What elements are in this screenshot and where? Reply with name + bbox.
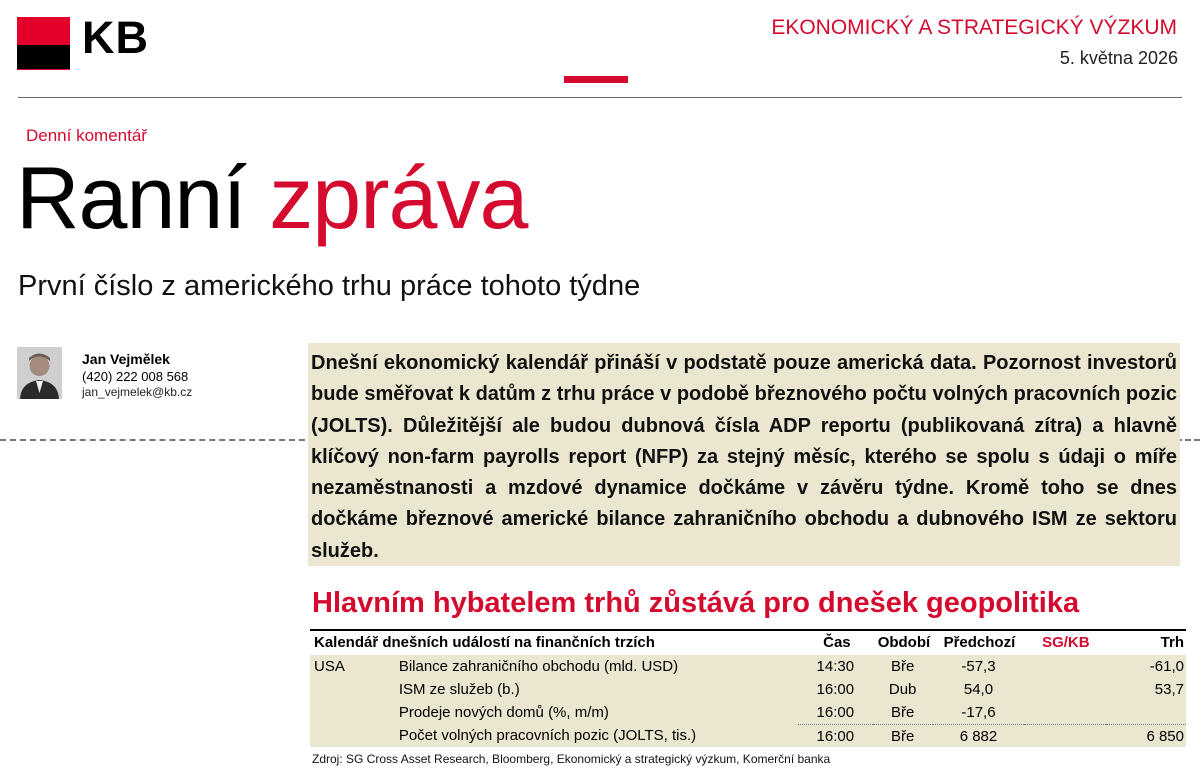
cell-event: ISM ze služeb (b.) xyxy=(398,681,520,698)
table-header-row xyxy=(310,631,1186,655)
cell-time: 16:00 xyxy=(816,704,855,721)
header-sgkb: SG/KB xyxy=(1042,634,1090,651)
cell-time: 16:00 xyxy=(816,681,855,698)
cell-market: -61,0 xyxy=(1149,658,1184,675)
separator-dashed-left xyxy=(0,439,305,441)
cell-sgkb xyxy=(1024,655,1106,678)
header-rule xyxy=(18,97,1182,98)
cell-period: Bře xyxy=(890,704,915,721)
report-title xyxy=(16,148,527,248)
title-part-red: zpráva xyxy=(269,148,528,247)
author-name: Jan Vejmělek xyxy=(82,351,170,367)
author-phone: (420) 222 008 568 xyxy=(82,369,189,384)
calendar-table xyxy=(310,629,1186,747)
cell-country xyxy=(310,678,399,701)
table-row xyxy=(310,724,1186,747)
cell-market: 6 850 xyxy=(1106,724,1186,747)
header-time: Čas xyxy=(823,634,851,651)
report-date: 5. května 2026 xyxy=(1059,48,1178,68)
kb-logo-mark xyxy=(17,17,70,70)
cell-country xyxy=(310,701,399,724)
kb-logo-text: KB xyxy=(82,12,149,63)
cell-country xyxy=(310,724,399,747)
table-source-note: Zdroj: SG Cross Asset Research, Bloomberg, Ekonomický a strategický výzkum, Komerční banka xyxy=(312,752,831,766)
cell-previous: 54,0 xyxy=(963,681,994,698)
cell-event: Prodeje nových domů (%, m/m) xyxy=(398,704,609,721)
cell-market: 53,7 xyxy=(1154,681,1184,698)
summary-box: Dnešní ekonomický kalendář přináší v podstatě pouze americká data. Pozornost investorů bude směřovat k datům z trhu práce v podobě březnového počtu volných pracovních pozic (JOLTS). Důležitější ale budou dubnová čísla ADP reportu (publikovaná zítra) a hlavně klíčový non-farm payrolls report (NFP) za stejný měsíc, kterého se spolu s údaji o míře nezaměstnanosti a mzdové dynamice dočkáme v závěru týdne. Kromě toho se dnes dočkáme březnové americké bilance zahraničního obchodu a dubnového ISM ze sektoru služeb. xyxy=(308,343,1180,566)
cell-time: 14:30 xyxy=(816,658,855,675)
author-email[interactable]: jan_vejmelek@kb.cz xyxy=(82,385,193,399)
table-row xyxy=(310,678,1186,701)
title-part-black: Ranní xyxy=(16,148,246,247)
author-photo xyxy=(17,347,62,399)
cell-market xyxy=(1106,701,1186,724)
header-accent-bar xyxy=(564,76,628,83)
header-previous: Předchozí xyxy=(943,634,1016,651)
cell-event: Počet volných pracovních pozic (JOLTS, tis.) xyxy=(398,727,697,744)
department-name: EKONOMICKÝ A STRATEGICKÝ VÝZKUM xyxy=(771,16,1177,39)
header-period: Období xyxy=(877,634,931,651)
author-photo-icon xyxy=(17,347,62,399)
cell-period: Dub xyxy=(888,681,917,698)
cell-event: Bilance zahraničního obchodu (mld. USD) xyxy=(398,658,679,675)
cell-sgkb xyxy=(1024,701,1106,724)
header-title: Kalendář dnešních událostí na finančních trzích xyxy=(314,634,655,651)
cell-period: Bře xyxy=(890,658,915,675)
cell-sgkb xyxy=(1024,724,1106,747)
kb-logo-bar xyxy=(17,45,70,69)
cell-previous: 6 882 xyxy=(933,724,1025,747)
table-row xyxy=(310,655,1186,678)
cell-sgkb xyxy=(1024,678,1106,701)
cell-time: 16:00 xyxy=(798,724,873,747)
report-subtitle: První číslo z amerického trhu práce tohoto týdne xyxy=(18,270,641,302)
table-row xyxy=(310,701,1186,724)
cell-previous: -17,6 xyxy=(961,704,996,721)
cell-period: Bře xyxy=(873,724,933,747)
report-series: Denní komentář xyxy=(26,126,147,145)
header-market: Trh xyxy=(1160,634,1185,651)
cell-country: USA xyxy=(314,658,345,675)
table-body xyxy=(310,655,1186,747)
cell-previous: -57,3 xyxy=(961,658,996,675)
section-title: Hlavním hybatelem trhů zůstává pro dnešek geopolitika xyxy=(312,587,1080,619)
